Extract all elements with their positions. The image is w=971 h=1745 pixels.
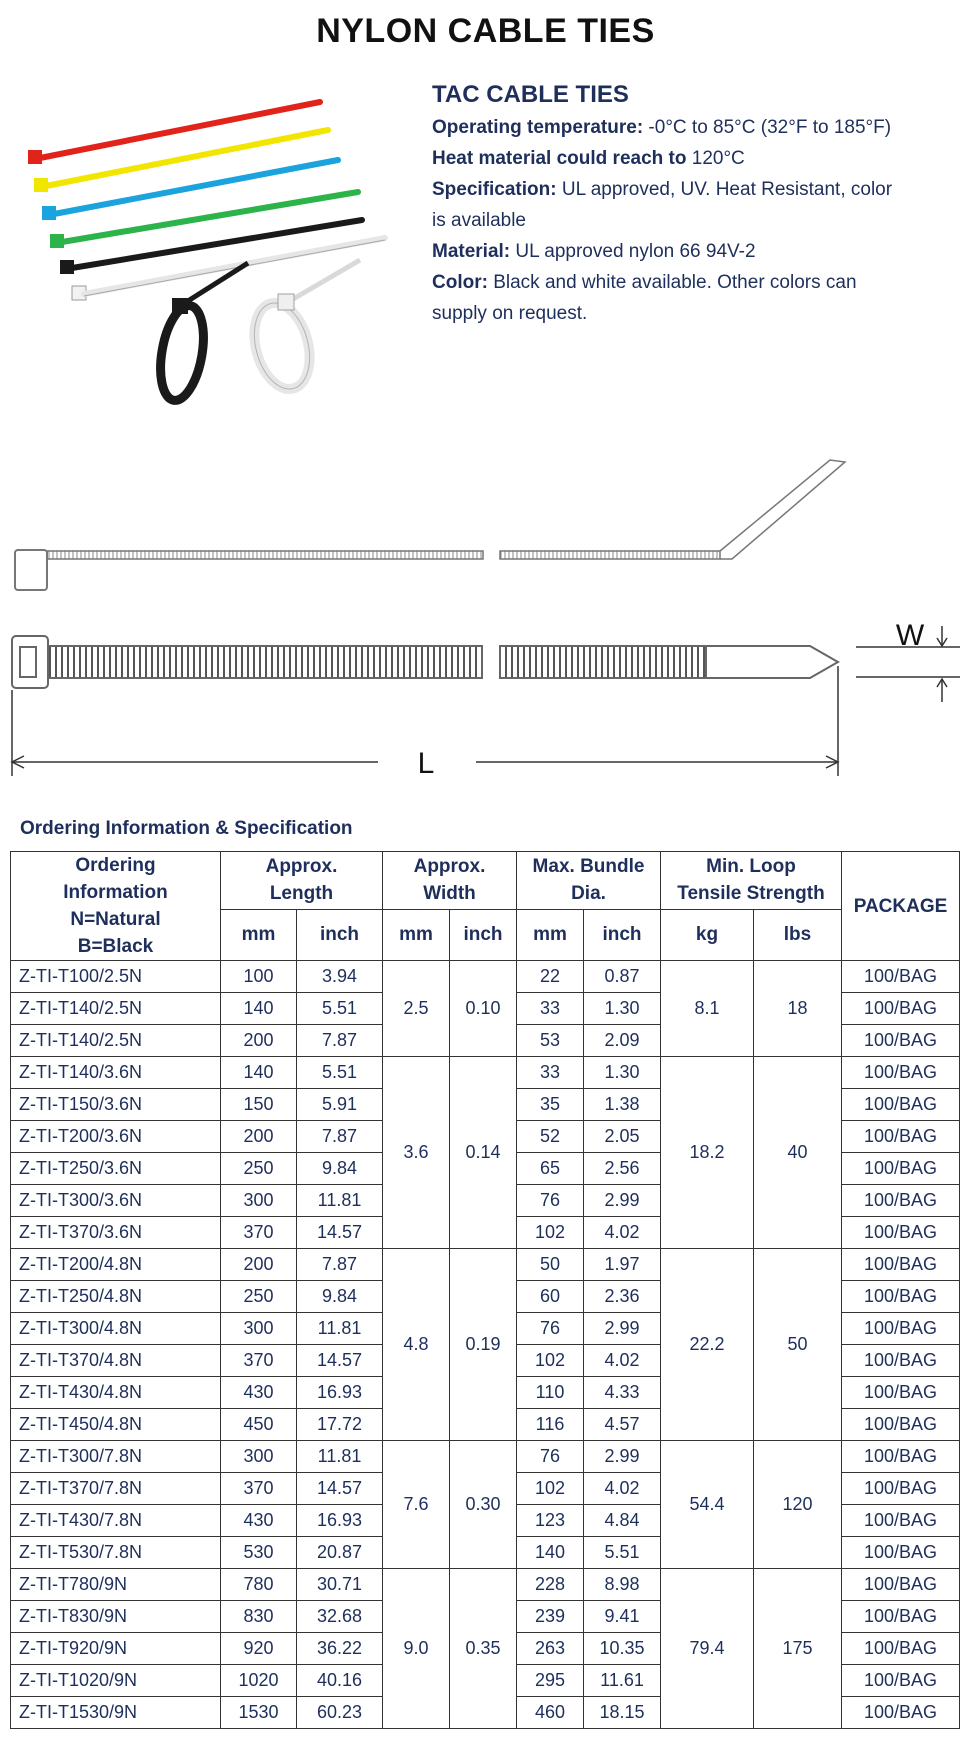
cell-length-mm: 200 xyxy=(221,1249,297,1281)
cell-length-inch: 11.81 xyxy=(297,1313,383,1345)
cell-package: 100/BAG xyxy=(842,1473,960,1505)
cell-bundle-inch: 0.87 xyxy=(584,961,661,993)
cell-width-inch: 0.14 xyxy=(450,1057,517,1249)
cell-package: 100/BAG xyxy=(842,1249,960,1281)
cell-bundle-mm: 22 xyxy=(517,961,584,993)
cell-package: 100/BAG xyxy=(842,1537,960,1569)
cell-package: 100/BAG xyxy=(842,1665,960,1697)
ordering-title: Ordering Information & Specification xyxy=(20,818,353,839)
cell-length-mm: 1530 xyxy=(221,1697,297,1729)
cell-length-mm: 1020 xyxy=(221,1665,297,1697)
cell-bundle-mm: 33 xyxy=(517,993,584,1025)
cell-tensile-lbs: 50 xyxy=(754,1249,842,1441)
spec-value: UL approved nylon 66 94V-2 xyxy=(510,241,756,262)
cell-length-mm: 370 xyxy=(221,1217,297,1249)
cell-length-mm: 430 xyxy=(221,1505,297,1537)
cell-length-inch: 32.68 xyxy=(297,1601,383,1633)
drawing-side-view xyxy=(15,460,845,590)
header-lbs: lbs xyxy=(754,909,842,960)
cell-model: Z-TI-T920/9N xyxy=(11,1633,221,1665)
cell-length-mm: 140 xyxy=(221,1057,297,1089)
cell-length-inch: 5.51 xyxy=(297,993,383,1025)
header-tensile-line: Tensile Strength xyxy=(677,883,825,905)
table-row xyxy=(11,1441,960,1473)
cell-bundle-inch: 4.02 xyxy=(584,1473,661,1505)
cell-package: 100/BAG xyxy=(842,1441,960,1473)
cell-package: 100/BAG xyxy=(842,1313,960,1345)
cell-model: Z-TI-T300/4.8N xyxy=(11,1313,221,1345)
cell-bundle-inch: 2.99 xyxy=(584,1185,661,1217)
cell-bundle-inch: 4.02 xyxy=(584,1217,661,1249)
table-body xyxy=(11,961,960,1729)
page-title: NYLON CABLE TIES xyxy=(316,12,655,50)
cell-model: Z-TI-T200/3.6N xyxy=(11,1121,221,1153)
cell-width-mm: 4.8 xyxy=(383,1249,450,1441)
cell-length-mm: 300 xyxy=(221,1313,297,1345)
cell-model: Z-TI-T530/7.8N xyxy=(11,1537,221,1569)
cell-package: 100/BAG xyxy=(842,1025,960,1057)
cell-bundle-inch: 4.33 xyxy=(584,1377,661,1409)
cell-length-inch: 30.71 xyxy=(297,1569,383,1601)
cell-package: 100/BAG xyxy=(842,1601,960,1633)
spec-specification-cont: is available xyxy=(432,210,526,231)
drawing-width-dimension xyxy=(856,619,960,702)
table-header xyxy=(11,852,960,961)
cell-length-inch: 5.51 xyxy=(297,1057,383,1089)
cell-length-mm: 250 xyxy=(221,1153,297,1185)
width-label: W xyxy=(895,619,925,652)
cell-model: Z-TI-T370/7.8N xyxy=(11,1473,221,1505)
cell-bundle-mm: 52 xyxy=(517,1121,584,1153)
header-tensile xyxy=(661,852,842,910)
cable-ties-photo xyxy=(20,88,390,418)
cell-model: Z-TI-T370/3.6N xyxy=(11,1217,221,1249)
cell-length-inch: 14.57 xyxy=(297,1217,383,1249)
cell-bundle-inch: 9.41 xyxy=(584,1601,661,1633)
cell-tensile-lbs: 18 xyxy=(754,961,842,1057)
cell-tensile-lbs: 120 xyxy=(754,1441,842,1569)
cable-tie-drawing xyxy=(0,440,971,800)
table-row xyxy=(11,1569,960,1601)
cell-length-mm: 300 xyxy=(221,1185,297,1217)
cell-width-mm: 9.0 xyxy=(383,1569,450,1729)
cell-length-mm: 370 xyxy=(221,1473,297,1505)
cell-model: Z-TI-T140/3.6N xyxy=(11,1057,221,1089)
header-length-mm: mm xyxy=(221,909,297,960)
cell-package: 100/BAG xyxy=(842,1281,960,1313)
cell-package: 100/BAG xyxy=(842,1569,960,1601)
cell-model: Z-TI-T430/7.8N xyxy=(11,1505,221,1537)
cell-length-inch: 7.87 xyxy=(297,1025,383,1057)
cell-bundle-inch: 2.36 xyxy=(584,1281,661,1313)
cell-bundle-mm: 460 xyxy=(517,1697,584,1729)
cable-tie-yellow xyxy=(34,130,328,192)
header-ordering-line: Information xyxy=(63,882,168,903)
cell-bundle-mm: 35 xyxy=(517,1089,584,1121)
cell-bundle-mm: 50 xyxy=(517,1249,584,1281)
header-kg: kg xyxy=(661,909,754,960)
header-width-line: Width xyxy=(423,883,476,905)
cell-length-mm: 150 xyxy=(221,1089,297,1121)
cell-length-mm: 100 xyxy=(221,961,297,993)
cell-model: Z-TI-T100/2.5N xyxy=(11,961,221,993)
cell-length-mm: 780 xyxy=(221,1569,297,1601)
cell-length-mm: 200 xyxy=(221,1121,297,1153)
drawing-top-view xyxy=(12,636,838,688)
cell-bundle-inch: 2.99 xyxy=(584,1441,661,1473)
cell-bundle-inch: 2.99 xyxy=(584,1313,661,1345)
cell-length-mm: 530 xyxy=(221,1537,297,1569)
cell-bundle-mm: 102 xyxy=(517,1345,584,1377)
header-bundle-mm: mm xyxy=(517,909,584,960)
cell-bundle-inch: 1.30 xyxy=(584,1057,661,1089)
cell-model: Z-TI-T140/2.5N xyxy=(11,993,221,1025)
cell-length-inch: 40.16 xyxy=(297,1665,383,1697)
cell-bundle-inch: 4.57 xyxy=(584,1409,661,1441)
cell-bundle-mm: 263 xyxy=(517,1633,584,1665)
cell-bundle-mm: 110 xyxy=(517,1377,584,1409)
header-length-line: Length xyxy=(269,883,334,905)
table-row xyxy=(11,1057,960,1089)
cell-bundle-mm: 102 xyxy=(517,1473,584,1505)
cell-length-inch: 20.87 xyxy=(297,1537,383,1569)
cell-bundle-mm: 228 xyxy=(517,1569,584,1601)
cell-length-inch: 9.84 xyxy=(297,1153,383,1185)
cell-width-mm: 7.6 xyxy=(383,1441,450,1569)
cell-bundle-mm: 33 xyxy=(517,1057,584,1089)
cell-bundle-inch: 2.05 xyxy=(584,1121,661,1153)
cell-bundle-inch: 2.56 xyxy=(584,1153,661,1185)
spec-label: Material: xyxy=(432,241,511,262)
header-ordering xyxy=(11,852,221,961)
cell-length-inch: 11.81 xyxy=(297,1441,383,1473)
cell-bundle-mm: 123 xyxy=(517,1505,584,1537)
spec-value: 120°C xyxy=(686,148,745,169)
cell-package: 100/BAG xyxy=(842,1697,960,1729)
cell-model: Z-TI-T200/4.8N xyxy=(11,1249,221,1281)
cell-bundle-mm: 102 xyxy=(517,1217,584,1249)
cell-width-inch: 0.35 xyxy=(450,1569,517,1729)
cell-length-inch: 17.72 xyxy=(297,1409,383,1441)
cell-tensile-lbs: 40 xyxy=(754,1057,842,1249)
cell-length-inch: 16.93 xyxy=(297,1377,383,1409)
cell-model: Z-TI-T830/9N xyxy=(11,1601,221,1633)
cell-length-inch: 36.22 xyxy=(297,1633,383,1665)
cell-width-mm: 2.5 xyxy=(383,961,450,1057)
header-width-line: Approx. xyxy=(413,856,486,878)
spec-color-cont: supply on request. xyxy=(432,303,588,324)
header-ordering-line: B=Black xyxy=(77,936,154,957)
cell-length-inch: 14.57 xyxy=(297,1345,383,1377)
cable-tie-loop-white xyxy=(245,260,360,395)
cell-bundle-mm: 140 xyxy=(517,1537,584,1569)
ordering-table xyxy=(10,851,960,1729)
cell-width-inch: 0.10 xyxy=(450,961,517,1057)
cell-length-mm: 920 xyxy=(221,1633,297,1665)
length-label: L xyxy=(417,747,435,780)
cell-bundle-inch: 8.98 xyxy=(584,1569,661,1601)
spec-label: Operating temperature: xyxy=(432,117,644,138)
header-width-inch: inch xyxy=(450,909,517,960)
cable-tie-black xyxy=(60,220,362,274)
cell-model: Z-TI-T430/4.8N xyxy=(11,1377,221,1409)
cell-length-inch: 3.94 xyxy=(297,961,383,993)
spec-label: Color: xyxy=(432,272,488,293)
cell-bundle-inch: 4.84 xyxy=(584,1505,661,1537)
cell-tensile-kg: 18.2 xyxy=(661,1057,754,1249)
cell-bundle-mm: 76 xyxy=(517,1185,584,1217)
header-width-mm: mm xyxy=(383,909,450,960)
cable-tie-cyan xyxy=(42,160,338,220)
cell-bundle-inch: 1.30 xyxy=(584,993,661,1025)
spec-value: UL approved, UV. Heat Resistant, color xyxy=(556,179,893,200)
cell-package: 100/BAG xyxy=(842,1185,960,1217)
spec-value: -0°C to 85°C (32°F to 185°F) xyxy=(643,117,892,138)
table-row xyxy=(11,961,960,993)
header-ordering-line: Ordering xyxy=(75,855,156,876)
cell-length-inch: 60.23 xyxy=(297,1697,383,1729)
cell-model: Z-TI-T1530/9N xyxy=(11,1697,221,1729)
table-row xyxy=(11,1249,960,1281)
cell-tensile-kg: 8.1 xyxy=(661,961,754,1057)
cell-bundle-mm: 60 xyxy=(517,1281,584,1313)
cell-length-mm: 200 xyxy=(221,1025,297,1057)
spec-heading: TAC CABLE TIES xyxy=(432,81,629,108)
cell-bundle-mm: 116 xyxy=(517,1409,584,1441)
cell-tensile-kg: 54.4 xyxy=(661,1441,754,1569)
cell-width-inch: 0.30 xyxy=(450,1441,517,1569)
cable-tie-green xyxy=(50,192,358,248)
cell-bundle-inch: 10.35 xyxy=(584,1633,661,1665)
drawing-length-dimension xyxy=(12,666,838,780)
cell-length-inch: 7.87 xyxy=(297,1249,383,1281)
cell-length-mm: 450 xyxy=(221,1409,297,1441)
cell-bundle-inch: 11.61 xyxy=(584,1665,661,1697)
cell-model: Z-TI-T1020/9N xyxy=(11,1665,221,1697)
cell-bundle-inch: 18.15 xyxy=(584,1697,661,1729)
cell-bundle-mm: 239 xyxy=(517,1601,584,1633)
cell-length-inch: 7.87 xyxy=(297,1121,383,1153)
spec-value: Black and white available. Other colors can xyxy=(487,272,857,293)
cell-length-inch: 16.93 xyxy=(297,1505,383,1537)
cell-package: 100/BAG xyxy=(842,993,960,1025)
cell-model: Z-TI-T370/4.8N xyxy=(11,1345,221,1377)
specifications-block xyxy=(432,78,942,329)
cell-length-inch: 5.91 xyxy=(297,1089,383,1121)
cable-tie-white xyxy=(72,238,385,300)
cell-length-mm: 370 xyxy=(221,1345,297,1377)
header-bundle-line: Dia. xyxy=(571,883,606,905)
header-package: PACKAGE xyxy=(842,852,960,961)
cell-model: Z-TI-T150/3.6N xyxy=(11,1089,221,1121)
cell-package: 100/BAG xyxy=(842,1345,960,1377)
cell-package: 100/BAG xyxy=(842,1377,960,1409)
cable-tie-red xyxy=(28,102,320,164)
cell-package: 100/BAG xyxy=(842,1633,960,1665)
header-length-inch: inch xyxy=(297,909,383,960)
cell-tensile-lbs: 175 xyxy=(754,1569,842,1729)
cell-bundle-mm: 53 xyxy=(517,1025,584,1057)
cell-model: Z-TI-T450/4.8N xyxy=(11,1409,221,1441)
cell-package: 100/BAG xyxy=(842,1121,960,1153)
cell-length-mm: 300 xyxy=(221,1441,297,1473)
cell-model: Z-TI-T300/7.8N xyxy=(11,1441,221,1473)
spec-heat-material xyxy=(432,143,942,174)
cell-bundle-inch: 5.51 xyxy=(584,1537,661,1569)
header-ordering-line: N=Natural xyxy=(70,909,161,930)
header-length-line: Approx. xyxy=(265,856,338,878)
cell-bundle-inch: 2.09 xyxy=(584,1025,661,1057)
cell-width-mm: 3.6 xyxy=(383,1057,450,1249)
cell-bundle-mm: 65 xyxy=(517,1153,584,1185)
spec-label: Specification: xyxy=(432,179,557,200)
cell-tensile-kg: 22.2 xyxy=(661,1249,754,1441)
cell-width-inch: 0.19 xyxy=(450,1249,517,1441)
cell-package: 100/BAG xyxy=(842,1505,960,1537)
cell-length-inch: 9.84 xyxy=(297,1281,383,1313)
cell-model: Z-TI-T780/9N xyxy=(11,1569,221,1601)
cell-bundle-inch: 1.38 xyxy=(584,1089,661,1121)
cell-length-mm: 830 xyxy=(221,1601,297,1633)
header-length xyxy=(221,852,383,910)
cell-package: 100/BAG xyxy=(842,1089,960,1121)
cell-length-mm: 250 xyxy=(221,1281,297,1313)
cell-package: 100/BAG xyxy=(842,1217,960,1249)
cell-model: Z-TI-T250/3.6N xyxy=(11,1153,221,1185)
cell-length-mm: 140 xyxy=(221,993,297,1025)
header-width xyxy=(383,852,517,910)
cell-bundle-inch: 1.97 xyxy=(584,1249,661,1281)
cable-tie-loop-black xyxy=(154,263,248,404)
spec-color xyxy=(432,267,942,298)
header-bundle-inch: inch xyxy=(584,909,661,960)
cell-package: 100/BAG xyxy=(842,1153,960,1185)
spec-label: Heat material could reach to xyxy=(432,148,687,169)
spec-material xyxy=(432,236,942,267)
cell-model: Z-TI-T300/3.6N xyxy=(11,1185,221,1217)
cell-bundle-inch: 4.02 xyxy=(584,1345,661,1377)
cell-tensile-kg: 79.4 xyxy=(661,1569,754,1729)
cell-length-inch: 11.81 xyxy=(297,1185,383,1217)
header-bundle-line: Max. Bundle xyxy=(532,856,645,878)
cell-package: 100/BAG xyxy=(842,1409,960,1441)
spec-specification xyxy=(432,174,942,205)
cell-package: 100/BAG xyxy=(842,1057,960,1089)
header-bundle xyxy=(517,852,661,910)
cell-model: Z-TI-T250/4.8N xyxy=(11,1281,221,1313)
cell-package: 100/BAG xyxy=(842,961,960,993)
cell-bundle-mm: 76 xyxy=(517,1313,584,1345)
cell-length-mm: 430 xyxy=(221,1377,297,1409)
header-tensile-line: Min. Loop xyxy=(706,856,796,878)
spec-operating-temperature xyxy=(432,112,942,143)
cell-length-inch: 14.57 xyxy=(297,1473,383,1505)
cell-bundle-mm: 76 xyxy=(517,1441,584,1473)
cell-bundle-mm: 295 xyxy=(517,1665,584,1697)
cell-model: Z-TI-T140/2.5N xyxy=(11,1025,221,1057)
